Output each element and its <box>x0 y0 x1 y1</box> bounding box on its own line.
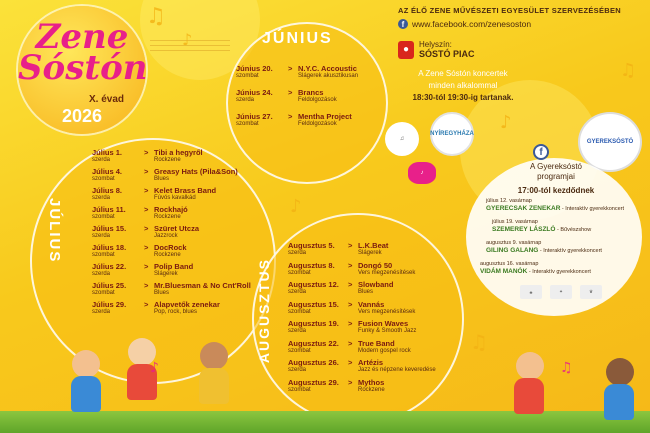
event-date: Augusztus 26. <box>288 358 339 367</box>
event-genre: Pop, rock, blues <box>154 309 198 315</box>
event-date: Július 15. <box>92 224 127 233</box>
location-pin-icon: ● <box>398 41 414 59</box>
kids-event-desc: - Bűvészshow <box>555 227 592 233</box>
event-genre: Jazz és népzene keveredése <box>358 367 436 373</box>
kids-event-name: SZEMEREY LÁSZLÓ <box>492 226 556 233</box>
kid-body <box>604 384 634 420</box>
music-note-icon: ♪ <box>150 360 159 376</box>
event-row <box>236 88 358 112</box>
event-date: Július 29. <box>92 300 127 309</box>
kids-event-row <box>474 240 634 261</box>
event-row <box>288 300 436 320</box>
event-date: Július 11. <box>92 205 126 214</box>
event-day: szombat <box>92 290 115 296</box>
logo-edition: X. évad <box>88 94 124 105</box>
event-row <box>92 224 251 243</box>
kids-event-desc: - Interaktív gyerekkoncert <box>527 269 591 275</box>
event-genre: Vers megzenésítések <box>358 269 416 276</box>
kids-event-desc: - Interaktív gyerekkoncert <box>538 248 602 254</box>
event-genre: Blues <box>154 176 170 182</box>
music-note-icon: ♫ <box>146 4 166 29</box>
event-row <box>288 280 436 300</box>
arrow-icon: > <box>144 224 149 233</box>
event-row <box>92 186 251 205</box>
sponsor-logos <box>520 285 602 299</box>
event-row <box>92 243 251 262</box>
event-row <box>288 319 436 339</box>
arrow-icon: > <box>348 338 353 348</box>
facebook-url: www.facebook.com/zenesoston <box>412 19 532 29</box>
kids-event-date: augusztus 16. vasárnap <box>480 261 539 267</box>
event-date: Augusztus 15. <box>288 299 339 309</box>
event-band: L.K.Beat <box>358 241 389 250</box>
event-date: Július 1. <box>92 148 123 157</box>
kids-event-name: GYERECSAK ZENEKAR <box>486 205 561 212</box>
event-row <box>92 205 251 224</box>
event-day: szerda <box>288 250 307 256</box>
event-row <box>288 378 436 398</box>
event-genre: Modern gospel rock <box>358 347 411 354</box>
kids-event-row <box>474 198 634 219</box>
event-day: szombat <box>92 176 115 182</box>
kid-body <box>71 376 101 412</box>
event-band: DocRock <box>154 243 187 252</box>
event-day: szombat <box>236 121 259 127</box>
event-band: Mr.Bluesman & No Cnt'Roll <box>154 281 251 290</box>
arrow-icon: > <box>144 205 149 214</box>
event-day: szerda <box>288 367 307 373</box>
event-band: Mentha Project <box>298 112 352 121</box>
event-band: Szüret Utcza <box>154 224 200 233</box>
event-day: szerda <box>288 289 307 295</box>
kid-head <box>606 358 634 386</box>
event-day: szerda <box>92 233 111 239</box>
schedule-line3: 18:30-tól 19:30-ig tartanak. <box>412 93 514 102</box>
event-genre: Funky & Smooth Jazz <box>358 328 417 334</box>
grass-ground <box>0 411 650 433</box>
arrow-icon: > <box>144 186 149 195</box>
event-genre: Rockzene <box>154 157 181 163</box>
event-band: Brancs <box>298 88 324 97</box>
event-genre: Rockzene <box>154 252 181 258</box>
arrow-icon: > <box>144 262 149 271</box>
event-date: Július 25. <box>92 281 127 290</box>
event-band: Mythos <box>358 377 385 387</box>
event-genre: Jazzrock <box>154 233 178 239</box>
event-date: Augusztus 29. <box>288 377 339 387</box>
event-day: szombat <box>92 214 115 220</box>
music-note-icon: ♫ <box>620 60 637 81</box>
event-day: szerda <box>92 309 111 315</box>
association-logo: ♫ <box>385 122 419 156</box>
music-note-icon: ♫ <box>470 330 488 354</box>
event-row <box>92 300 251 319</box>
event-band: Dongó 50 <box>358 260 393 270</box>
arrow-icon: > <box>348 358 353 367</box>
event-date: Július 4. <box>92 167 123 176</box>
kids-event-desc: - Interaktív gyerekkoncert <box>560 206 624 212</box>
logo-year: 2026 <box>61 106 103 126</box>
event-band: Fusion Waves <box>358 319 409 328</box>
kids-event-row <box>474 219 634 240</box>
event-day: szombat <box>288 269 311 276</box>
event-day: szombat <box>288 308 311 315</box>
event-genre: Blues <box>358 289 374 295</box>
event-genre: Feldolgozások <box>298 97 337 103</box>
kids-event-name: GILING GALANG <box>486 247 539 254</box>
event-day: szerda <box>92 195 111 201</box>
kid-body <box>514 378 544 414</box>
event-date: Augusztus 5. <box>288 241 335 250</box>
event-genre: Slágerek akusztikusan <box>298 73 359 79</box>
event-genre: Vers megzenésítések <box>358 308 416 315</box>
event-band: Alapvetők zenekar <box>154 300 220 309</box>
nyiregyhaza-logo <box>430 112 474 156</box>
arrow-icon: > <box>144 281 149 290</box>
event-date: Július 22. <box>92 262 127 271</box>
facebook-icon: f <box>398 19 408 29</box>
event-date: Június 24. <box>236 88 273 97</box>
event-band: Tibi a hegyről <box>154 148 203 157</box>
gyereksosto-badge-text: GYEREKSÓSTÓ <box>586 139 634 145</box>
arrow-icon: > <box>348 319 353 328</box>
august-event-list <box>288 241 436 397</box>
logo-line1: Zene <box>35 17 129 57</box>
sponsor-logo: ♛ <box>580 285 602 299</box>
event-day: szombat <box>288 386 311 393</box>
kids-event-date: augusztus 9. vasárnap <box>486 240 542 246</box>
kids-event-row <box>474 261 634 282</box>
event-band: Slowband <box>358 280 394 289</box>
event-day: szerda <box>92 157 111 163</box>
event-band: Vannás <box>358 299 385 309</box>
event-band: True Band <box>358 338 395 348</box>
event-date: Július 8. <box>92 186 123 195</box>
event-date: Augusztus 12. <box>288 280 339 289</box>
kids-event-date: július 19. vasárnap <box>492 219 538 225</box>
event-band: N.Y.C. Accoustic <box>298 64 357 73</box>
arrow-icon: > <box>348 299 353 309</box>
schedule-note <box>398 68 528 104</box>
music-note-icon: ♪ <box>182 30 193 49</box>
event-row <box>92 281 251 300</box>
event-genre: Blues <box>154 290 170 296</box>
music-note-icon: ♪ <box>500 112 512 133</box>
event-date: Június 20. <box>236 64 273 73</box>
event-row <box>236 64 358 88</box>
arrow-icon: > <box>348 377 353 387</box>
event-date: Július 18. <box>92 243 127 252</box>
arrow-icon: > <box>348 280 353 289</box>
event-row <box>288 241 436 261</box>
zene-soston-logo <box>18 6 146 134</box>
kid-head <box>72 350 100 378</box>
arrow-icon: > <box>348 260 353 270</box>
event-genre: Slágerek <box>358 250 382 256</box>
kids-event-date: július 12. vasárnap <box>486 198 532 204</box>
kids-title-line1: A Gyereksóstó <box>529 162 583 171</box>
event-day: szerda <box>92 271 111 277</box>
music-note-icon: ♪ <box>290 196 302 217</box>
sponsor-logo: ♣ <box>520 285 542 299</box>
kids-event-name: VIDÁM MANÓK <box>480 268 528 275</box>
event-day: szombat <box>288 347 311 354</box>
event-band: Rockhajó <box>154 205 188 214</box>
event-date: Augusztus 8. <box>288 260 335 270</box>
stave-line <box>150 50 230 51</box>
arrow-icon: > <box>144 300 149 309</box>
kids-time: 17:00-tól kezdődnek <box>517 186 595 195</box>
event-row <box>92 262 251 281</box>
event-row <box>92 167 251 186</box>
event-day: szombat <box>236 73 259 79</box>
kid-body <box>199 368 229 404</box>
august-title: AUGUSZTUS <box>256 258 272 364</box>
city-name: NYÍREGYHÁZA <box>430 131 474 137</box>
event-band: Greasy Hats (Pila&Son) <box>154 167 238 176</box>
event-date: Június 27. <box>236 112 273 121</box>
event-day: szerda <box>288 328 307 334</box>
june-event-list <box>236 64 358 136</box>
event-row <box>288 339 436 359</box>
facebook-link[interactable] <box>398 19 531 29</box>
arrow-icon: > <box>288 112 293 121</box>
arrow-icon: > <box>348 241 353 250</box>
event-genre: Rockzene <box>358 386 385 393</box>
organizer-text: AZ ÉLŐ ZENE MŰVÉSZETI EGYESÜLET SZERVEZÉSÉBEN <box>398 6 621 15</box>
kids-event-list <box>474 198 634 282</box>
arrow-icon: > <box>144 148 149 157</box>
event-genre: Slágerek <box>154 271 178 277</box>
event-row <box>236 112 358 136</box>
event-date: Augusztus 19. <box>288 319 339 328</box>
event-date: Augusztus 22. <box>288 338 339 348</box>
arrow-icon: > <box>288 64 293 73</box>
arrow-icon: > <box>288 88 293 97</box>
schedule-line1: A Zene Sóstón koncertek <box>418 69 508 78</box>
june-title: JÚNIUS <box>262 30 333 47</box>
event-genre: Rockzene <box>154 214 181 220</box>
logo-line2: Sóstón <box>18 48 148 88</box>
kid-head <box>200 342 228 370</box>
event-day: szombat <box>92 252 115 258</box>
arrow-icon: > <box>144 167 149 176</box>
kid-head <box>516 352 544 380</box>
july-title: JÚLIUS <box>46 198 63 264</box>
venue-label: Helyszín: <box>419 40 452 49</box>
kids-title <box>496 162 616 182</box>
agora-logo: ♪ <box>408 162 436 184</box>
arrow-icon: > <box>144 243 149 252</box>
event-genre: Fúvós kavalkád <box>154 195 196 201</box>
event-genre: Feldolgozások <box>298 121 337 127</box>
sponsor-logo: ✦ <box>550 285 572 299</box>
event-band: Artézis <box>358 358 384 367</box>
event-row <box>288 358 436 378</box>
schedule-line2: minden alkalommal <box>428 81 498 90</box>
event-band: Kelet Brass Band <box>154 186 217 195</box>
kids-title-line2: programjai <box>537 172 575 181</box>
music-note-icon: ♫ <box>560 360 573 376</box>
event-band: Polip Band <box>154 262 194 271</box>
event-row <box>288 261 436 281</box>
facebook-icon[interactable]: f <box>533 144 549 160</box>
venue-block <box>398 40 475 59</box>
venue-name: SÓSTÓ PIAC <box>419 49 475 59</box>
july-event-list <box>92 148 251 319</box>
event-day: szerda <box>236 97 255 103</box>
event-row <box>92 148 251 167</box>
